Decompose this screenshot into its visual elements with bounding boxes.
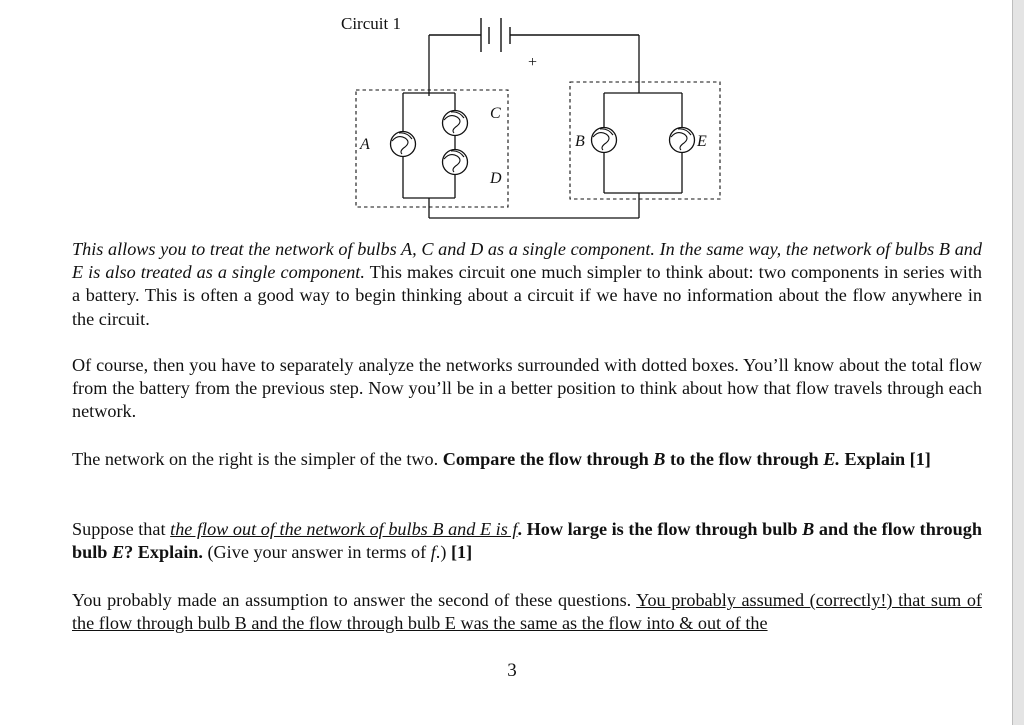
question-flow-through-bulbs	[72, 518, 982, 564]
p4-normal-1: (Give your answer in terms of	[202, 542, 431, 563]
label-e: E	[697, 133, 707, 150]
bulb-c	[443, 111, 468, 136]
p3-lead: The network on the right is the simpler of the two.	[72, 449, 443, 469]
paragraph-network-simplification	[72, 238, 982, 331]
p4-bold-1: . How large is the flow through bulb	[517, 519, 803, 539]
p4-bold-italic-2: E	[111, 542, 125, 563]
p1-normal: This makes circuit one much simpler to think about: two components in series with a battery. This is often a good way to begin thinking about a circuit if we have no information about the flow anywhere in the circuit.	[72, 262, 982, 329]
plus-sign: +	[528, 54, 538, 71]
paragraph-assumption	[72, 589, 982, 635]
battery	[429, 18, 639, 52]
dotted-box-left	[356, 90, 508, 207]
bulb-d	[443, 150, 468, 175]
bulb-e	[670, 128, 695, 153]
p2-text: Of course, then you have to separately analyze the networks surrounded with dotted boxes. You’ll know about the total flow from the battery from the previous step. Now you’ll be in a better position to think about how that flow travels through each network.	[72, 355, 982, 422]
circuit-diagram	[0, 0, 1000, 230]
bulb-b	[592, 128, 617, 153]
network-acd	[356, 90, 508, 207]
p4-normal-2: .)	[435, 542, 451, 563]
p3-bold-italic-2: E.	[823, 449, 840, 469]
p4-bold-italic-1: B	[802, 519, 815, 539]
p4-lead: Suppose that	[72, 519, 171, 539]
p5-underlined: You probably assumed (correctly!) that sum of the flow through bulb B and the flow through bulb E was the same as the flow into & out of the	[72, 590, 982, 634]
p4-italic-f: f	[430, 542, 436, 563]
label-d: D	[490, 170, 502, 187]
question-compare-flow	[72, 448, 982, 471]
p3-bold-italic-1: B	[653, 449, 666, 469]
p3-bold-3: Explain [1]	[839, 449, 931, 469]
circuit-title: Circuit 1	[341, 14, 401, 33]
page-number: 3	[507, 660, 517, 681]
paragraph-analyze-networks	[72, 354, 982, 424]
p5-lead: You probably made an assumption to answer the second of these questions.	[72, 590, 637, 610]
scrollbar-track[interactable]	[1013, 0, 1024, 725]
p3-bold-1: Compare the flow through	[442, 449, 654, 469]
p4-bold-2: and the flow through bulb	[72, 519, 982, 563]
p4-bold-4: [1]	[450, 542, 473, 563]
p4-underlined-italic: the flow out of the network of bulbs B and E is f	[170, 519, 518, 539]
p1-italic: This allows you to treat the network of bulbs A, C and D as a single component. In the same way, the network of bulbs B and E is also treated as a single component.	[72, 239, 982, 283]
label-a: A	[360, 136, 370, 153]
network-be	[570, 82, 720, 199]
p4-bold-3: ? Explain.	[124, 542, 203, 563]
p3-bold-2: to the flow through	[665, 449, 824, 469]
bulb-a	[391, 132, 416, 157]
label-b: B	[575, 133, 585, 150]
label-c: C	[490, 105, 501, 122]
